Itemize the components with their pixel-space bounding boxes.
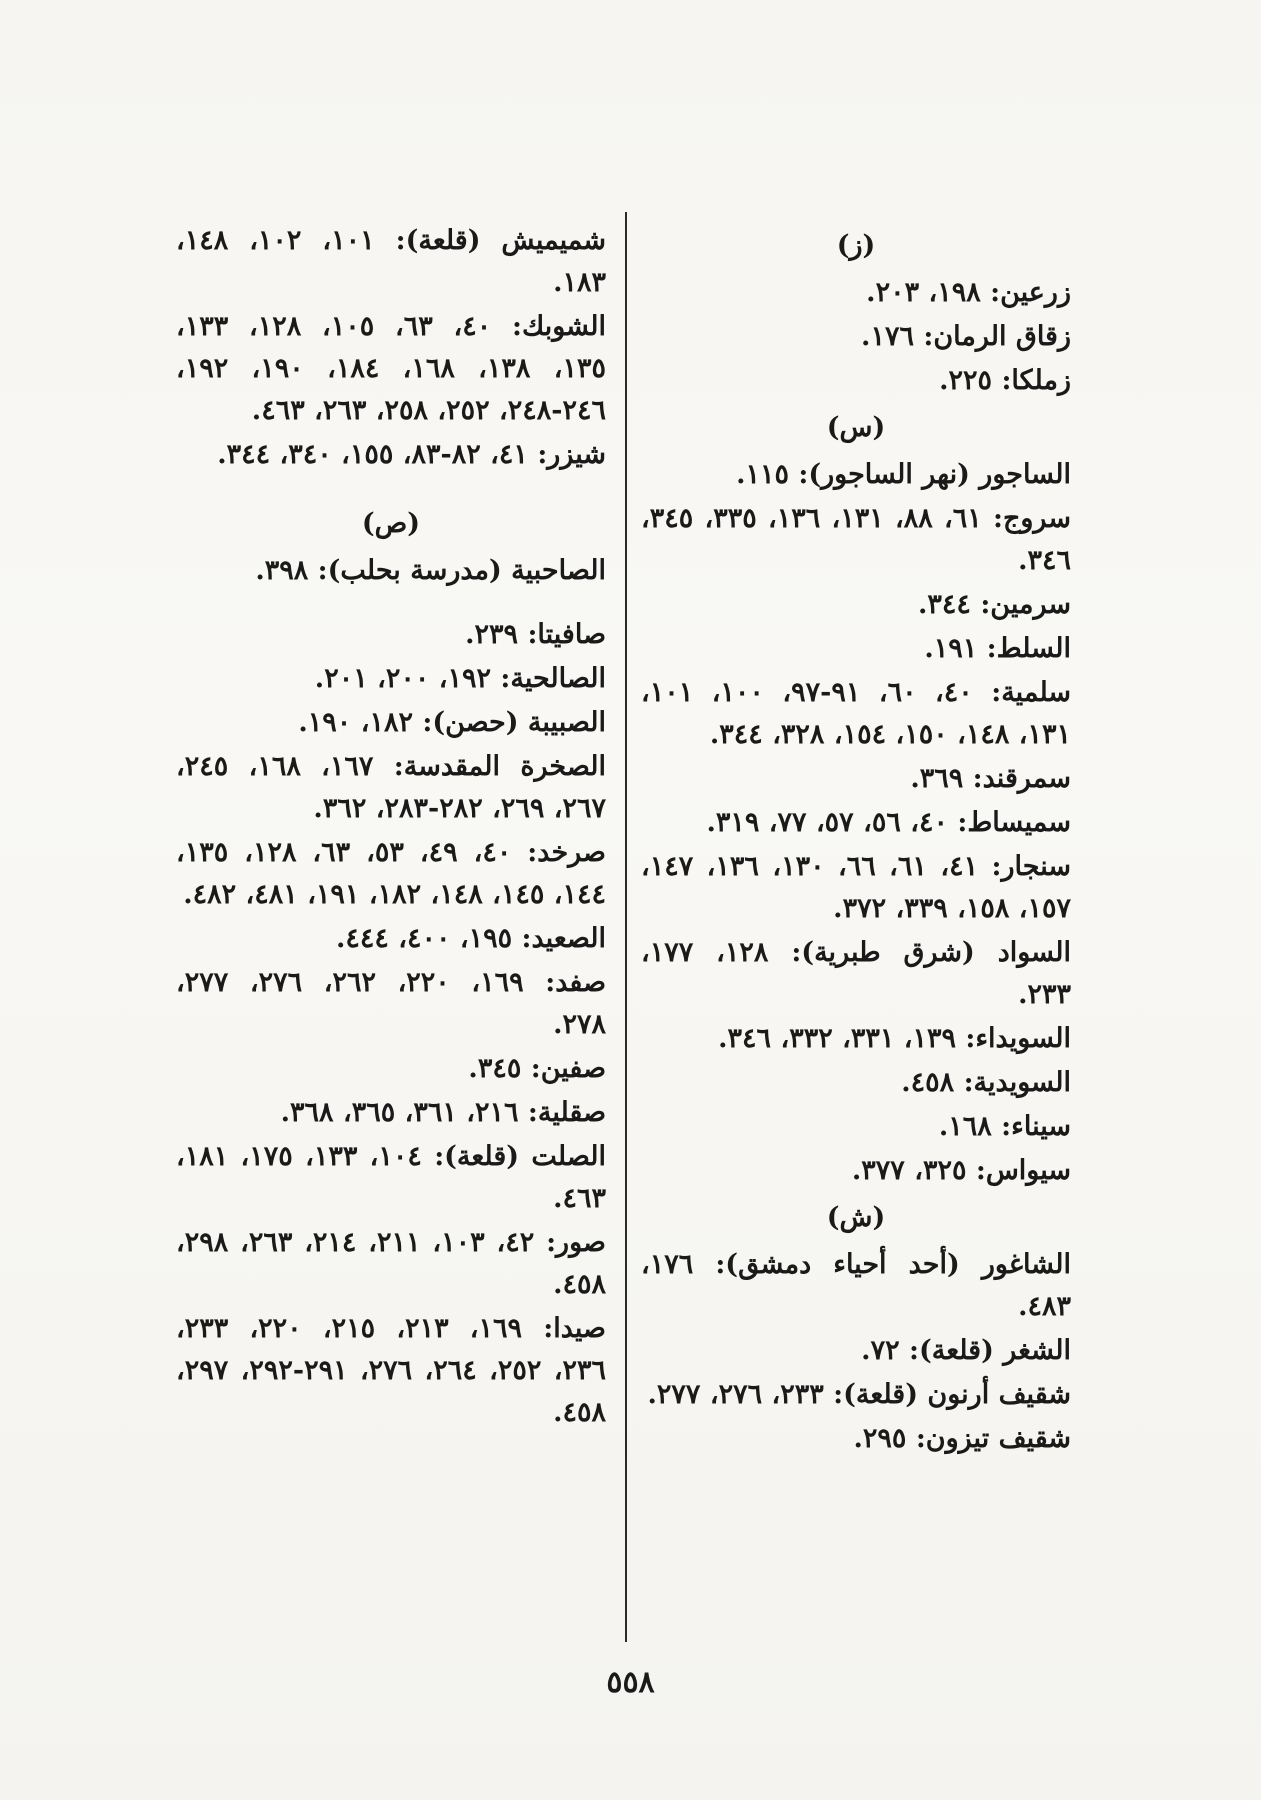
index-entry: الصلت (قلعة): ١٠٤، ١٣٣، ١٧٥، ١٨١، ٤٦٣. (176, 1141, 606, 1214)
index-entry: زملكا: ٢٢٥. (939, 365, 1071, 396)
index-entry: الشغر (قلعة): ٧٢. (861, 1335, 1071, 1366)
index-entry: سيناء: ١٦٨. (938, 1111, 1071, 1142)
index-entry: صرخد: ٤٠، ٤٩، ٥٣، ٦٣، ١٢٨، ١٣٥، ١٤٤، ١٤٥، ١٤٨، ١٨٢، ١٩١، ٤٨١، ٤٨٢. (176, 837, 606, 910)
right-index-column (641, 220, 1071, 1462)
index-entry: سمرقند: ٣٦٩. (910, 763, 1071, 794)
index-entry: زقاق الرمان: ١٧٦. (861, 321, 1071, 352)
index-entry: صقلية: ٢١٦، ٣٦١، ٣٦٥، ٣٦٨. (280, 1097, 606, 1128)
index-entry: الساجور (نهر الساجور): ١١٥. (736, 459, 1071, 490)
index-entry: الشاغور (أحد أحياء دمشق): ١٧٦، ٤٨٣. (641, 1249, 1071, 1322)
section-letter-heading: (ش) (826, 1202, 886, 1233)
index-entry: شميميش (قلعة): ١٠١، ١٠٢، ١٤٨، ١٨٣. (176, 225, 606, 298)
section-letter-heading: (ز) (836, 230, 876, 261)
index-entry: شقيف تيزون: ٢٩٥. (853, 1423, 1071, 1454)
index-entry: سميساط: ٤٠، ٥٦، ٥٧، ٧٧، ٣١٩. (706, 807, 1071, 838)
index-entry: شقيف أرنون (قلعة): ٢٣٣، ٢٧٦، ٢٧٧. (647, 1379, 1071, 1410)
index-entry: شيزر: ٤١، ٨٢-٨٣، ١٥٥، ٣٤٠، ٣٤٤. (217, 439, 606, 470)
left-index-column (176, 220, 606, 1436)
index-entry: صافيتا: ٢٣٩. (465, 619, 606, 650)
index-entry: صور: ٤٢، ١٠٣، ٢١١، ٢١٤، ٢٦٣، ٢٩٨، ٤٥٨. (176, 1227, 606, 1300)
index-entry: سنجار: ٤١، ٦١، ٦٦، ١٣٠، ١٣٦، ١٤٧، ١٥٧، ١٥٨، ٣٣٩، ٣٧٢. (641, 851, 1071, 924)
section-spacer (176, 478, 606, 498)
index-entry: سيواس: ٣٢٥، ٣٧٧. (851, 1155, 1071, 1186)
index-entry: الصالحية: ١٩٢، ٢٠٠، ٢٠١. (314, 663, 606, 694)
column-divider (625, 212, 627, 1642)
index-entry: صيدا: ١٦٩، ٢١٣، ٢١٥، ٢٢٠، ٢٣٣، ٢٣٦، ٢٥٢، ٢٦٤، ٢٧٦، ٢٩١-٢٩٢، ٢٩٧، ٤٥٨. (176, 1313, 607, 1428)
index-entry: الصعيد: ١٩٥، ٤٠٠، ٤٤٤. (335, 923, 606, 954)
index-entry: سلمية: ٤٠، ٦٠، ٩١-٩٧، ١٠٠، ١٠١، ١٣١، ١٤٨، ١٥٠، ١٥٤، ٣٢٨، ٣٤٤. (641, 677, 1072, 750)
section-letter-heading: (س) (826, 412, 886, 443)
index-entry: سرمين: ٣٤٤. (918, 589, 1071, 620)
section-letter-heading: (ص) (361, 508, 421, 539)
index-entry: الشوبك: ٤٠، ٦٣، ١٠٥، ١٢٨، ١٣٣، ١٣٥، ١٣٨، ١٦٨، ١٨٤، ١٩٠، ١٩٢، ٢٤٦-٢٤٨، ٢٥٢، ٢٥٨، ٢٦٣، ٤٦٣. (176, 311, 606, 426)
index-entry: سروج: ٦١، ٨٨، ١٣١، ١٣٦، ٣٣٥، ٣٤٥، ٣٤٦. (641, 503, 1071, 576)
index-entry: زرعين: ١٩٨، ٢٠٣. (866, 277, 1071, 308)
index-entry: صفد: ١٦٩، ٢٢٠، ٢٦٢، ٢٧٦، ٢٧٧، ٢٧٨. (176, 967, 607, 1040)
index-entry: الصاحبية (مدرسة بحلب): ٣٩٨. (255, 555, 606, 586)
index-entry: السويداء: ١٣٩، ٣٣١، ٣٣٢، ٣٤٦. (718, 1023, 1071, 1054)
page-number: ٥٥٨ (606, 1665, 655, 1700)
index-entry: السويدية: ٤٥٨. (901, 1067, 1071, 1098)
index-entry: السلط: ١٩١. (924, 633, 1071, 664)
index-entry: السواد (شرق طبرية): ١٢٨، ١٧٧، ٢٣٣. (641, 937, 1071, 1010)
index-entry: صفين: ٣٤٥. (468, 1053, 606, 1084)
index-entry: الصخرة المقدسة: ١٦٧، ١٦٨، ٢٤٥، ٢٦٧، ٢٦٩، ٢٨٢-٢٨٣، ٣٦٢. (176, 751, 606, 824)
section-spacer (176, 594, 606, 614)
index-entry: الصبيبة (حصن): ١٨٢، ١٩٠. (298, 707, 606, 738)
